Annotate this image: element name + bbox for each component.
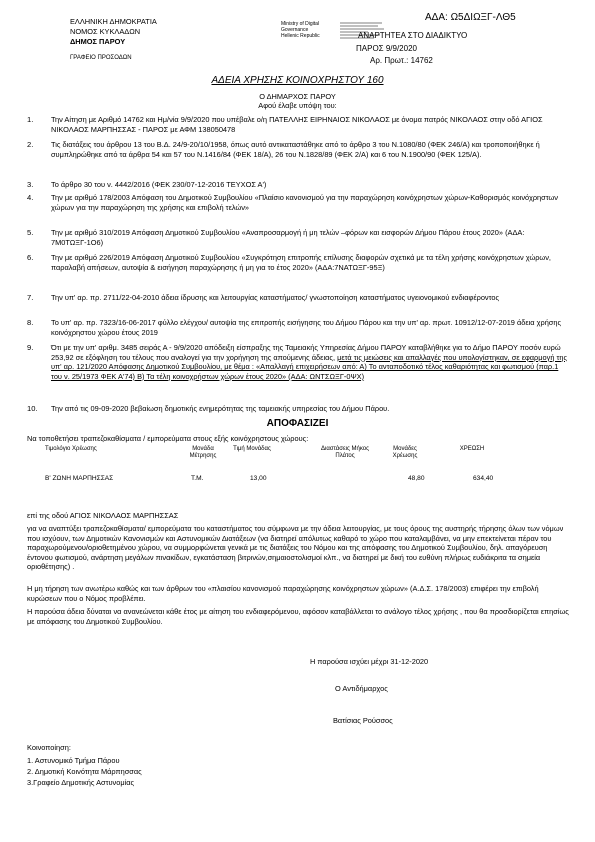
validity-date: Η παρούσα ισχύει μέχρι 31-12-2020 (310, 657, 429, 666)
table-header: Τιμή Μονάδας (233, 446, 271, 452)
item-number: 1. (27, 115, 34, 124)
cc-item: 1. Αστυνομικό Τμήμα Πάρου (27, 756, 120, 765)
digital-signature-stamp (281, 21, 320, 39)
place-date: ΠΑΡΟΣ 9/9/2020 (356, 44, 417, 53)
item-text-underlined: μετά τις μειώσεις και απαλλαγές που υπολογίστηκαν, σε εφαρμογή της υπ' αρ. 121/2020 Απόφασης Δημοτικού Συμβουλίου, με θέμα : «Απαλλαγή επιχειρήσεων από: Α) Το ανταποδοτικό τέλος καθαριότητας και φωτισμού (παρ.1 του ν. 25/1973 ΦΕΚ Α'74) Β) Τα τέλη κοινοχρήστων χώρων έτους 2020» (ΑΔΑ: ΩΝΤΣΩΞΓ-0ΨΧ) (51, 352, 568, 381)
list-item: Την υπ' αρ. πρ. 2711/22-04-2010 άδεια ίδρυσης και λειτουργίας καταστήματος/ γνωστοποίηση καταστήματος υγειονομικού ενδιαφέροντος (51, 293, 500, 302)
item-number: 4. (27, 193, 34, 202)
header-line-1: ΕΛΛΗΝΙΚΗ ΔΗΜΟΚΡΑΤΙΑ (70, 17, 157, 26)
table-header: Μονάδα Μέτρησης (189, 446, 217, 459)
signer-name: Βατίσιας Ρούσσος (333, 716, 393, 725)
item-number: 8. (27, 318, 34, 327)
page-title: ΑΔΕΙΑ ΧΡΗΣΗΣ ΚΟΙΝΟΧΡΗΣΤΟΥ 160 (211, 75, 384, 86)
item-number: 3. (27, 180, 34, 189)
list-item: Την με αριθμό 226/2019 Απόφαση Δημοτικού Συμβουλίου «Συγκρότηση επιτροπής επίλυσης διαφορών σχετικά με τα τέλη χρήσης κοινόχρηστων χώρων, παραλαβή απήσεων, αυτοψία & εισήγηση παραχώρησης ή μη για το έτος 2020» (ΑΔΑ:7ΝΑΤΩΞΓ-95Ξ) (51, 253, 551, 272)
header-line-2: ΝΟΜΟΣ ΚΥΚΛΑΔΩΝ (70, 27, 141, 36)
list-item: Τις διατάξεις του άρθρου 13 του Β.Δ. 24/9-20/10/1958, όπως αυτό αντικαταστάθηκε από το άρθρο 3 του Ν.1080/80 (ΦΕΚ 246/Α) και τροποποιήθηκε ή συμπληρώθηκε από τα άρθρα 54 και 57 του Ν.1416/84 (ΦΕΚ 18/Α), 26 του Ν.1828/89 (ΦΕΚ 2/Α) και 6 του Ν.1900/90 (ΦΕΚ 125/Α). (51, 140, 540, 159)
cc-title: Κοινοποίηση: (27, 743, 71, 752)
item-number: 5. (27, 228, 34, 237)
cc-item: 3.Γραφείο Δημοτικής Αστυνομίας (27, 778, 135, 787)
protocol-number: Αρ. Πρωτ.: 14762 (370, 56, 433, 65)
considering: Αφού έλαβε υπόψη του: (258, 101, 337, 110)
table-cell: Τ.Μ. (191, 475, 204, 482)
table-header: Διαστάσεις Μήκος Πλάτος (320, 446, 370, 459)
penalties-paragraph: Η μη τήρηση των ανωτέρω καθώς και των άρθρων του «πλαισίου κανονισμού παραχώρησης κοινόχρηστων χώρων» (Α.Δ.Σ. 178/2003) επιφέρει την επιβολή κυρώσεων που ο Νόμος προβλέπει. (27, 584, 539, 603)
list-item: Το άρθρο 30 του ν. 4442/2016 (ΦΕΚ 230/07-12-2016 ΤΕΥΧΟΣ Α') (51, 180, 267, 189)
header-line-3: ΔΗΜΟΣ ΠΑΡΟΥ (70, 37, 126, 46)
signature-line: Hellenic Republic (281, 33, 320, 39)
table-cell: 48,80 (408, 475, 425, 482)
item-number: 10. (27, 404, 38, 413)
table-header: ΧΡΕΩΣΗ (459, 446, 485, 452)
list-item (51, 343, 569, 381)
signer-role: Ο Αντιδήμαρχος (335, 684, 388, 693)
table-cell: 13,00 (250, 475, 267, 482)
cc-item: 2. Δημοτική Κοινότητα Μάρπησσας (27, 767, 142, 776)
list-item: Την Αίτηση με Αριθμό 14762 και Ημ/νία 9/9/2020 που υπέβαλε ο/η ΠΑΤΕΛΛΗΣ ΕΙΡΗΝΑΙΟΣ ΝΙΚΟΛΑΟΣ με όνομα πατρός ΝΙΚΟΛΑΟΣ στην οδό ΑΓΙΟΣ ΝΙΚΟΛΑΟΣ ΜΑΡΠΗΣΣΑΣ - ΠΑΡΟΣ με ΑΦΜ 138050478 (51, 115, 543, 134)
street-location: επί της οδού ΑΓΙΟΣ ΝΙΚΟΛΑΟΣ ΜΑΡΠΗΣΣΑΣ (27, 511, 179, 520)
table-header: Τιμολόγιο Χρέωσης (45, 446, 97, 452)
conditions-paragraph: για να αναπτύξει τραπεζοκαθίσματα/ εμπορεύματα του καταστήματος του σύμφωνα με την άδεια λειτουργίας, με τους όρους της αυστηρής τήρησης όλων των νόμων που ισχύουν, των Δημοτικών Κανονισμών και Αστυνομικών Διατάξεων (να διατηρεί απόλυτως καθαρό το χώρο που καταλαμβάνει, να μην επεκτείνεται πέραν του παραχωρούμενου/οριοθετημένου χώρου, να συμμορφώνεται γενικά με τις διατάξεις του Νόμου και της απόφασης του Δημοτικού Συμβουλίου, δηλ. απαγόρευση έντονου φωτισμού, ανάρτηση μεγάλων πινακίδων, εγκατάσταση βιτρινών,σημαιοστολισμοί κλπ., να διατηρεί με δική του ευθύνη πλήρως ευδιάκριτα τα σημεία οριοθέτησης) . (27, 524, 564, 572)
item-number: 9. (27, 343, 34, 352)
signature-line: Governance (281, 27, 309, 33)
issuer: Ο ΔΗΜΑΡΧΟΣ ΠΑΡΟΥ (259, 92, 336, 101)
item-number: 6. (27, 253, 34, 262)
item-text: Ότι με την υπ' αριθμ. 3485 σειράς Α - 9/9/2020 απόδειξη είσπραξης της Ταμειακής Υπηρεσίας Δήμου ΠΑΡΟΥ καταβλήθηκε για το Δήμο ΠΑΡΟΥ ποσόν ευρώ 253,92 σε εξόφληση του τέλους που αναλογεί για την χορήγηση της απούμενης άδειας, (51, 343, 561, 362)
list-item: Την από τις 09-09-2020 βεβαίωση δημοτικής ενημερότητας της ταμειακής υπηρεσίας του Δήμου Πάρου. (51, 404, 390, 413)
table-header: Μονάδες Χρέωσης (392, 446, 418, 459)
item-number: 2. (27, 140, 34, 149)
table-cell: Β' ΖΩΝΗ ΜΑΡΠΗΣΣΑΣ (45, 475, 114, 482)
list-item: Την με αριθμό 310/2019 Απόφαση Δημοτικού Συμβουλίου «Αναπροσαρμογή ή μη τελών –φόρων και εισφορών Δήμου Πάρου έτους 2020» (ΑΔΑ: 7Μ0ΤΩΞΓ-1Ο6) (51, 228, 525, 247)
charge-table (45, 446, 565, 486)
signature-line: Ministry of Digital (281, 21, 320, 27)
ada-code: ΑΔΑ: Ω5ΔΙΩΞΓ-ΛΘ5 (425, 12, 516, 23)
posted-online: ΑΝΑΡΤΗΤΕΑ ΣΤΟ ΔΙΑΔΙΚΤΥΟ (358, 31, 468, 40)
renewal-paragraph: Η παρούσα άδεια δύναται να ανανεώνεται κάθε έτος με αίτηση του ενδιαφερόμενου, αφόσον καταβάλλεται το ανάλογο τέλος χρήσης , που θα προσδιορίζεται επησίως με απόφασης του Δημοτικού Συμβουλίου. (27, 607, 569, 626)
item-number: 7. (27, 293, 34, 302)
permit-intro: Να τοποθετήσει τραπεζοκαθίσματα / εμπορεύματα στους εξής κοινόχρηστους χώρους: (27, 434, 309, 443)
list-item: Το υπ' αρ. πρ. 7323/16-06-2017 φύλλο ελέγχου/ αυτοψία της επιτροπής εισήγησης του Δήμου Πάρου και την υπ' αρ. πρωτ. 10912/12-07-2019 άδεια χρήσης κοινόχρηστου χώρου έτους 2019 (51, 318, 562, 337)
decision-heading: ΑΠΟΦΑΣΙΖΕΙ (266, 418, 329, 429)
list-item: Την με αριθμό 178/2003 Απόφαση του Δημοτικού Συμβουλίου «Πλαίσιο κανονισμού για την παραχώρηση κοινόχρηστων χώρων-Καθορισμός κοινόχρηστων χώρων για την παραχώρηση της χρήσης και επιβολή τελών» (51, 193, 558, 212)
office-name: ΓΡΑΦΕΙΟ ΠΡΟΣΟΔΩΝ (70, 55, 132, 61)
table-cell: 634,40 (473, 475, 494, 482)
